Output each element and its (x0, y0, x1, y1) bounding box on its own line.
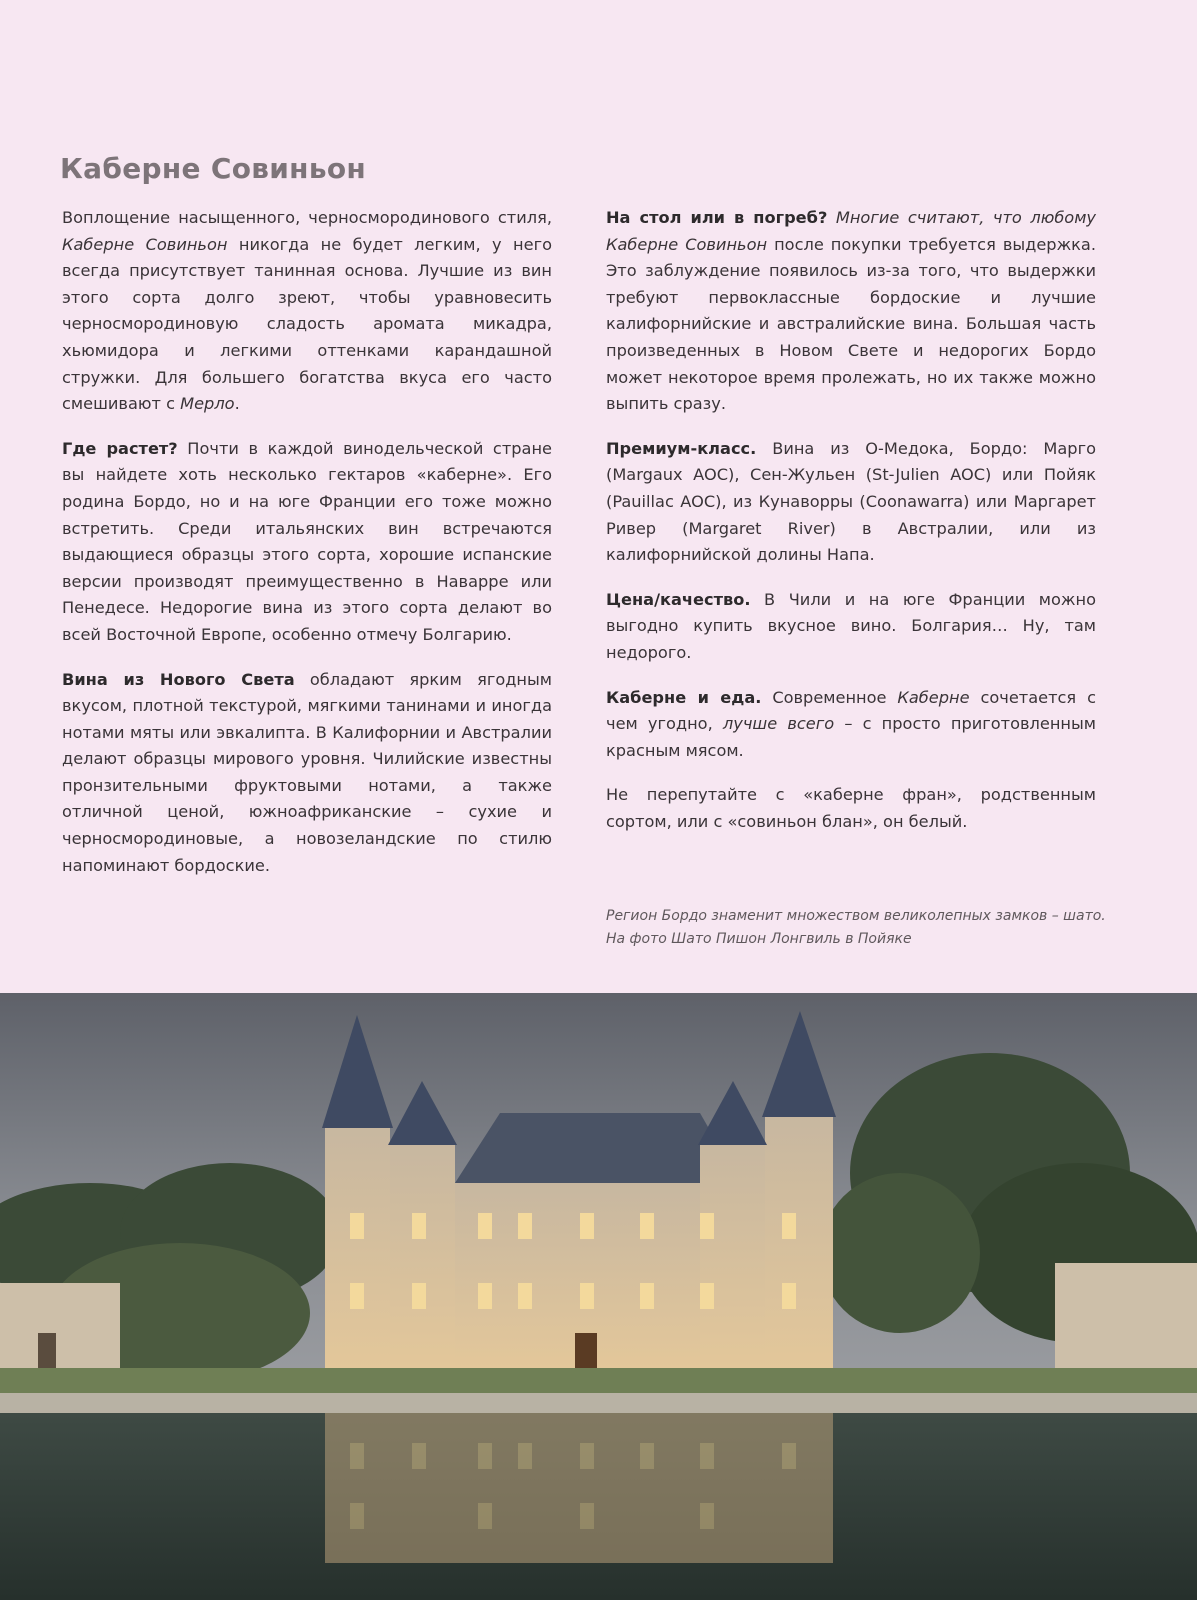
intro-paragraph: Воплощение насыщенного, черносмородинового стиля, Каберне Совиньон никогда не будет легким, у него всегда присутствует танинная основа. Лучшие из вин этого сорта долго зреют, чтобы уравновесить черносмородиновую сладость аромата микадра, хьюмидора и легкими оттенками карандашной стружки. Для большего богатства вкуса его часто смешивают с Мерло. (62, 208, 552, 414)
dont-confuse-paragraph: Не перепутайте с «каберне фран», родственным сортом, или с «совиньон блан», он белый. (606, 785, 1096, 831)
where-grows-paragraph: Где растет? Почти в каждой винодельческой стране вы найдете хоть несколько гектаров «каберне». Его родина Бордо, но и на юге Франции его тоже можно встретить. Среди итальянских вин встречаются выдающиеся образцы этого сорта, хорошие испанские версии производят преимущественно в Наварре или Пенедесе. Недорогие вина из этого сорта делают во всей Восточной Европе, особенно отмечу Болгарию. (62, 438, 552, 644)
chateau-photo (0, 993, 1197, 1600)
where-grows-heading: Где растет? (62, 438, 178, 458)
photo-caption: Регион Бордо знаменит множеством великолепных замков – шато. На фото Шато Пишон Лонгвиль в Пойяке (606, 908, 1106, 947)
new-world-paragraph: Вина из Нового Света обладают ярким ягодным вкусом, плотной текстурой, мягкими танинами и иногда нотами мяты или эвкалипта. В Калифорнии и Австралии делают образцы мирового уровня. Чилийские известны пронзительными фруктовыми нотами, а также отличной ценой, южноафриканские – сухие и черносмородиновые, а новозеландские по стилю напоминают бордоские. (62, 669, 552, 875)
page-title: Каберне Совиньон (60, 152, 367, 185)
new-world-heading: Вина из Нового Света (62, 669, 295, 689)
chateau-reflection (325, 1413, 833, 1563)
table-or-cellar-heading: На стол или в погреб? (606, 208, 828, 227)
price-quality-heading: Цена/качество. (606, 589, 751, 609)
price-quality-paragraph: Цена/качество. В Чили и на юге Франции можно выгодно купить вкусное вино. Болгария… Ну, там недорого. (606, 589, 1096, 662)
table-or-cellar-paragraph: На стол или в погреб? Многие считают, что любому Каберне Совиньон после покупки требуется выдержка. Это заблуждение появилось из-за того, что выдержки требуют первоклассные бордоские и лучшие калифорнийские и австралийские вина. Большая часть произведенных в Новом Свете и недорогих Бордо может некоторое время пролежать, но их также можно выпить сразу. (606, 208, 1097, 414)
right-column (606, 205, 1096, 853)
merlot-name: Мерло (180, 394, 235, 414)
premium-paragraph: Премиум-класс. Вина из О-Медока, Бордо: Марго (Margaux AOC), Сен-Жульен (St-Julien AOC) или Пойяк (Pauillac AOC), из Кунаворры (Coonawarra) или Маргарет Ривер (Margaret River) в Австралии, или из калифорнийской долины Напа. (606, 438, 1096, 565)
grape-name: Каберне Совиньон (62, 234, 228, 254)
food-pairing-paragraph: Каберне и еда. Современное Каберне сочетается с чем угодно, лучше всего – с просто приготовленным красным мясом. (606, 687, 1096, 760)
food-pairing-heading: Каберне и еда. (606, 687, 762, 707)
left-column (62, 205, 552, 897)
premium-heading: Премиум-класс. (606, 438, 757, 458)
